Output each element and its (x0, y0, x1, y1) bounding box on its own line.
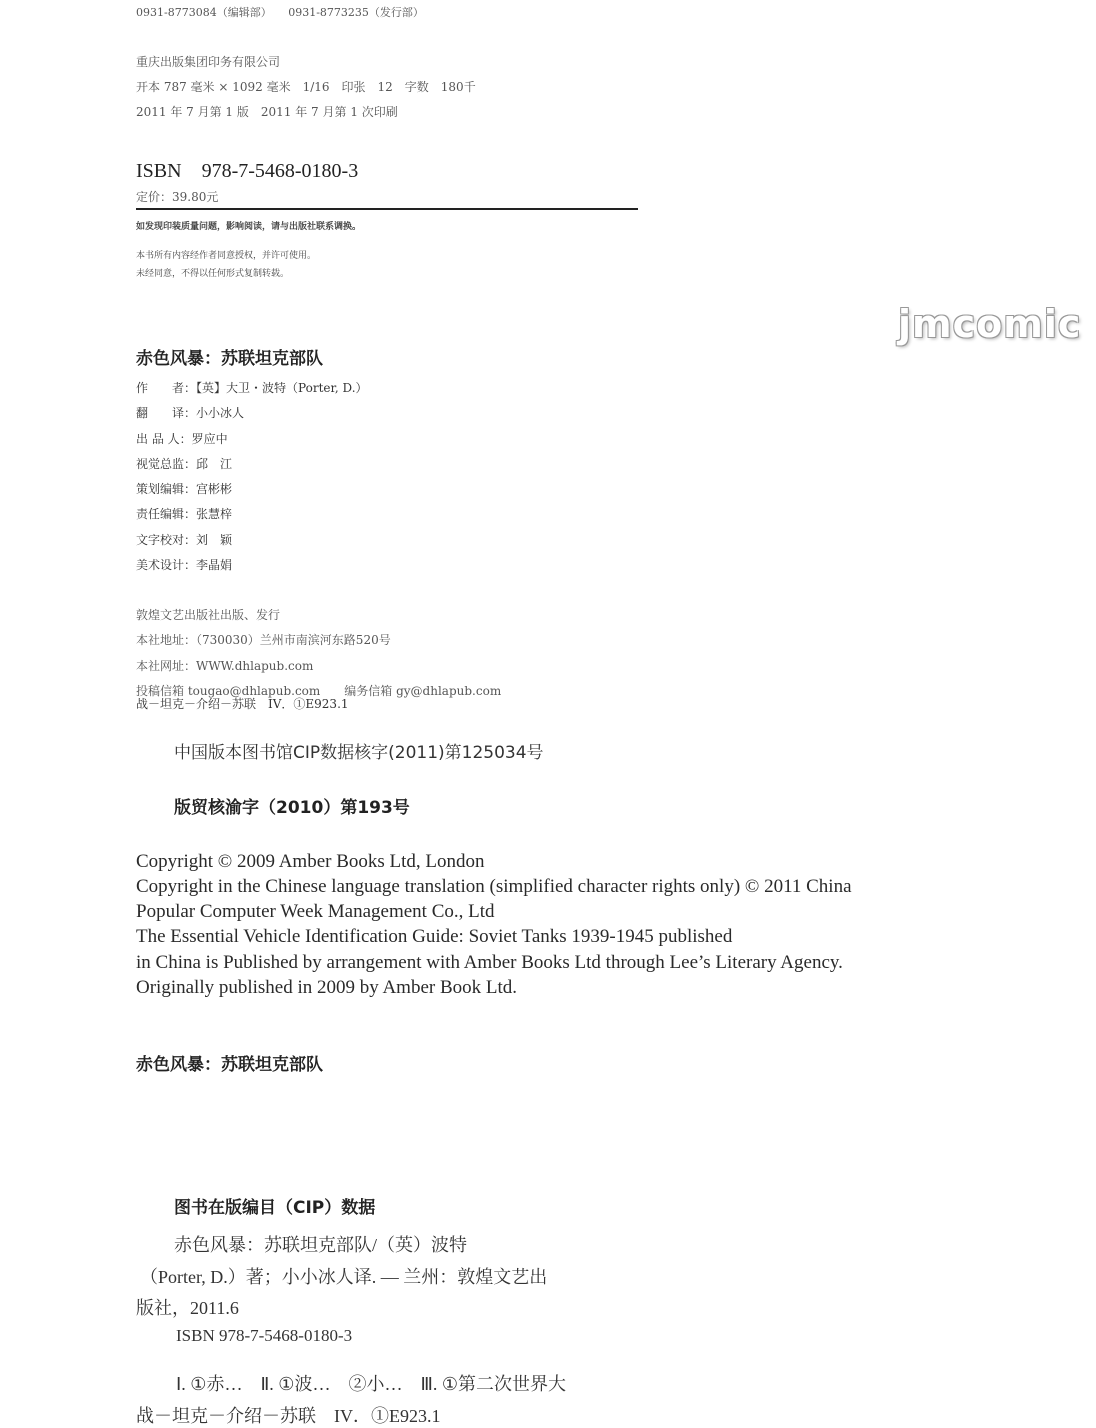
credit-responsible-editor (136, 505, 232, 522)
credit-name: 宫彬彬 (196, 482, 233, 496)
printer-name: 重庆出版集团印务有限公司 (136, 55, 281, 69)
cip-isbn: ISBN 978-7-5468-0180-3 (176, 1326, 353, 1345)
credit-name: 【英】大卫・波特（Porter, D.） (196, 381, 368, 395)
cip-heading: 图书在版编目（CIP）数据 (174, 1198, 376, 1218)
cut-title-fragment (136, 1050, 366, 1075)
isbn-divider (136, 208, 638, 210)
isbn-number: ISBN 978-7-5468-0180-3 (136, 160, 359, 182)
credit-role: 翻 译： (136, 406, 197, 420)
credit-translator (136, 404, 244, 421)
credit-role: 文字校对： (136, 533, 197, 547)
cip-bottom-line: 战－坦克－介绍－苏联 IV．①E923.1 (136, 1406, 441, 1426)
credit-planning-editor (136, 480, 232, 497)
copyright-line-1: Copyright © 2009 Amber Books Ltd, London (136, 851, 485, 872)
credit-role: 策划编辑： (136, 482, 197, 496)
credit-name: 刘 颖 (196, 533, 233, 547)
credit-name: 邱 江 (196, 457, 233, 471)
cip-classification: Ⅰ. ①赤… Ⅱ. ①波… ②小… Ⅲ. ①第二次世界大 (176, 1374, 566, 1394)
watermark-logo: jmcomic (898, 302, 1082, 346)
publisher-website: 本社网址：WWW.dhlapub.com (136, 659, 314, 673)
cip-line-1: 赤色风暴：苏联坦克部队/（英）波特 (174, 1235, 467, 1255)
publisher-emails: 投稿信箱 tougao@dhlapub.com 编务信箱 gy@dhlapub.com (136, 684, 502, 698)
cip-line-3: 版社，2011.6 (136, 1298, 239, 1318)
credit-producer (136, 430, 228, 447)
credit-name: 小小冰人 (196, 406, 245, 420)
price: 定价：39.80元 (136, 190, 219, 204)
credit-name: 张慧梓 (196, 507, 233, 521)
trade-number-line: 版贸核渝字（2010）第193号 (174, 798, 410, 818)
quality-notice: 如发现印装质量问题，影响阅读，请与出版社联系调换。 (136, 222, 362, 232)
copyright-line-6: Originally published in 2009 by Amber Book Ltd. (136, 977, 518, 998)
credit-role: 作 者： (136, 381, 197, 395)
publisher-address: 本社地址：（730030）兰州市南滨河东路520号 (136, 633, 391, 647)
publisher-line: 敦煌文艺出版社出版、发行 (136, 608, 281, 622)
copyright-line-4: The Essential Vehicle Identification Guide: Soviet Tanks 1939-1945 published (136, 926, 733, 947)
rights-notice-2: 未经同意，不得以任何形式复制转载。 (136, 269, 290, 279)
credit-role: 美术设计： (136, 558, 197, 572)
cip-number-line: 中国版本图书馆CIP数据核字(2011)第125034号 (174, 743, 544, 763)
credit-role: 责任编辑： (136, 507, 197, 521)
overlap-line: 战－坦克－介绍－苏联 IV．①E923.1 (136, 697, 349, 711)
credit-name: 罗应中 (191, 432, 228, 446)
copyright-line-5: in China is Published by arrangement with Amber Books Ltd through Lee’s Literary Agency. (136, 952, 843, 973)
credit-art-designer (136, 556, 232, 573)
overlap-line-cut (136, 697, 456, 712)
cut-title: 赤色风暴：苏联坦克部队 (136, 1055, 323, 1075)
credit-proofreader (136, 531, 232, 548)
credit-author (136, 379, 368, 396)
rights-notice-1: 本书所有内容经作者同意授权，并许可使用。 (136, 251, 317, 261)
book-title-cut (136, 349, 396, 369)
book-title: 赤色风暴：苏联坦克部队 (136, 349, 323, 369)
credit-role: 出 品 人： (136, 432, 192, 446)
cip-line-2: （Porter, D.）著；小小冰人译. — 兰州：敦煌文艺出 (140, 1267, 548, 1287)
copyright-line-3: Popular Computer Week Management Co., Ltd (136, 901, 495, 922)
copyright-line-2: Copyright in the Chinese language translation (simplified character rights only) © 2011 China (136, 876, 852, 897)
format-specs: 开本 787 毫米 × 1092 毫米 1/16 印张 12 字数 180千 (136, 80, 476, 94)
phone-numbers: 0931-8773084（编辑部） 0931-8773235（发行部） (136, 6, 424, 19)
cip-bottom-cut (136, 1402, 466, 1426)
edition-info: 2011 年 7 月第 1 版 2011 年 7 月第 1 次印刷 (136, 105, 398, 119)
credit-name: 李晶娟 (196, 558, 233, 572)
credit-visual-director (136, 455, 232, 472)
credit-role: 视觉总监： (136, 457, 197, 471)
